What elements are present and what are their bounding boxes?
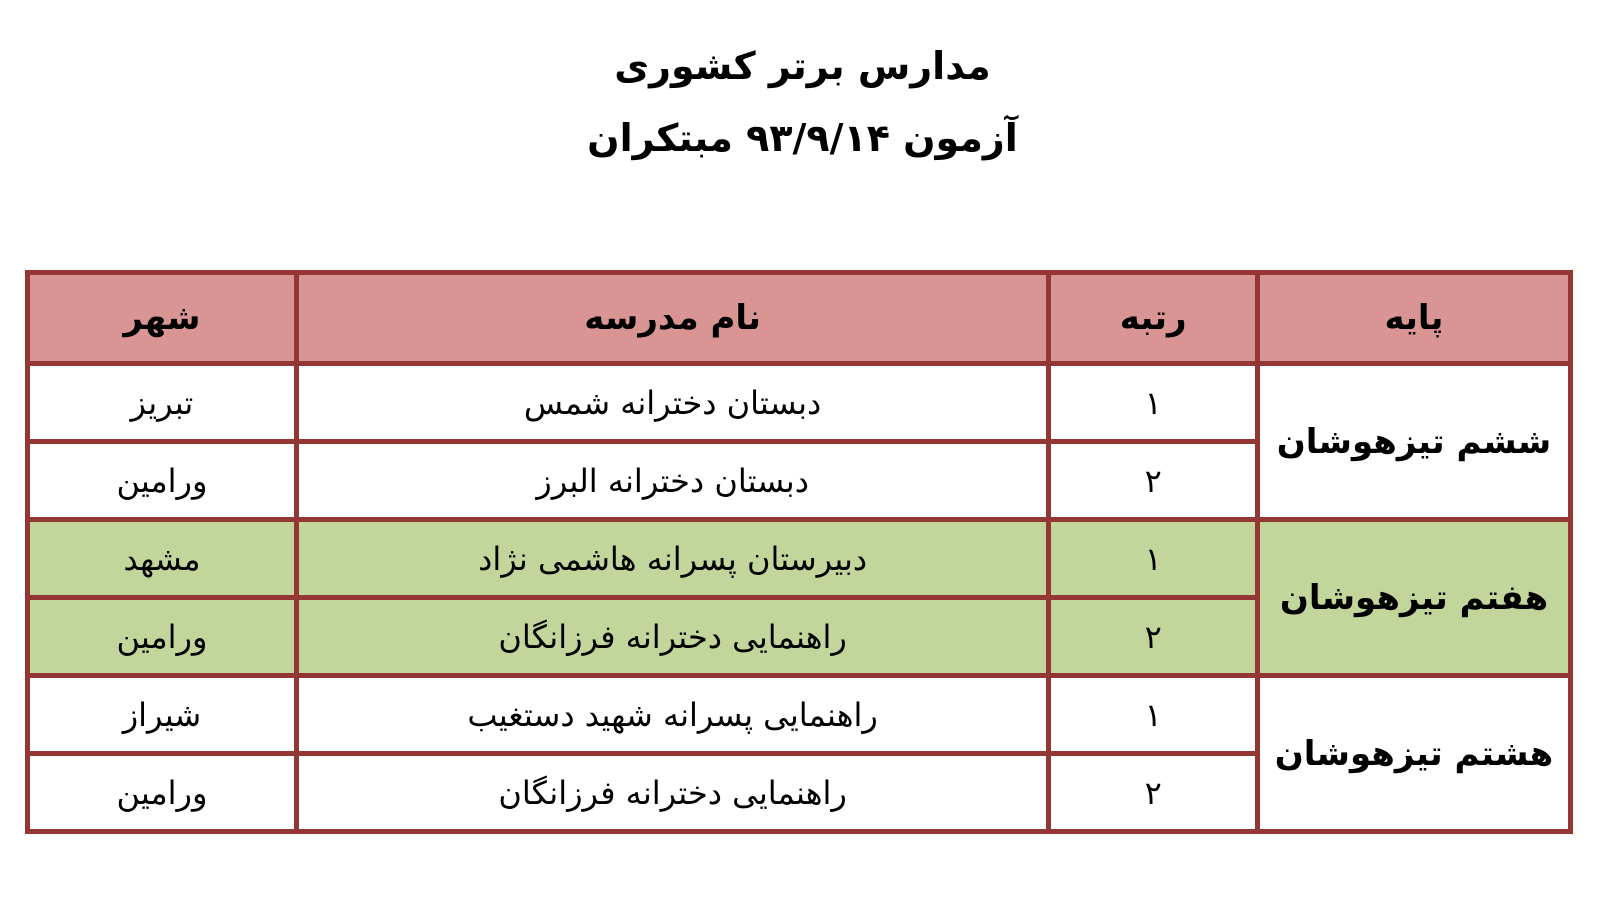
grade-cell: هشتم تیزهوشان [1258, 676, 1571, 832]
grade-cell: ششم تیزهوشان [1258, 364, 1571, 520]
page-subtitle: آزمون ۹۳/۹/۱۴ مبتکران [587, 116, 1018, 160]
rank-cell: ۱ [1049, 520, 1258, 598]
title-block [0, 30, 1605, 174]
city-cell: ورامین [28, 754, 297, 832]
city-cell: ورامین [28, 442, 297, 520]
school-name-cell: راهنمایی پسرانه شهید دستغیب [296, 676, 1048, 754]
city-cell: مشهد [28, 520, 297, 598]
school-name-cell: راهنمایی دخترانه فرزانگان [296, 598, 1048, 676]
table-row [28, 676, 1571, 754]
rank-cell: ۲ [1049, 598, 1258, 676]
top-schools-table [25, 270, 1573, 834]
rank-cell: ۱ [1049, 364, 1258, 442]
header-rank: رتبه [1049, 273, 1258, 364]
city-cell: شیراز [28, 676, 297, 754]
school-name-cell: دبستان دخترانه البرز [296, 442, 1048, 520]
city-cell: تبریز [28, 364, 297, 442]
school-name-cell: دبیرستان پسرانه هاشمی نژاد [296, 520, 1048, 598]
header-city: شهر [28, 273, 297, 364]
header-school-name: نام مدرسه [296, 273, 1048, 364]
rank-cell: ۲ [1049, 442, 1258, 520]
rank-cell: ۱ [1049, 676, 1258, 754]
city-cell: ورامین [28, 598, 297, 676]
school-name-cell: راهنمایی دخترانه فرزانگان [296, 754, 1048, 832]
header-grade: پایه [1258, 273, 1571, 364]
table-row [28, 520, 1571, 598]
grade-cell: هفتم تیزهوشان [1258, 520, 1571, 676]
page-title: مدارس برتر کشوری [614, 44, 991, 88]
table-row [28, 364, 1571, 442]
school-name-cell: دبستان دخترانه شمس [296, 364, 1048, 442]
rank-cell: ۲ [1049, 754, 1258, 832]
table-header-row [28, 273, 1571, 364]
